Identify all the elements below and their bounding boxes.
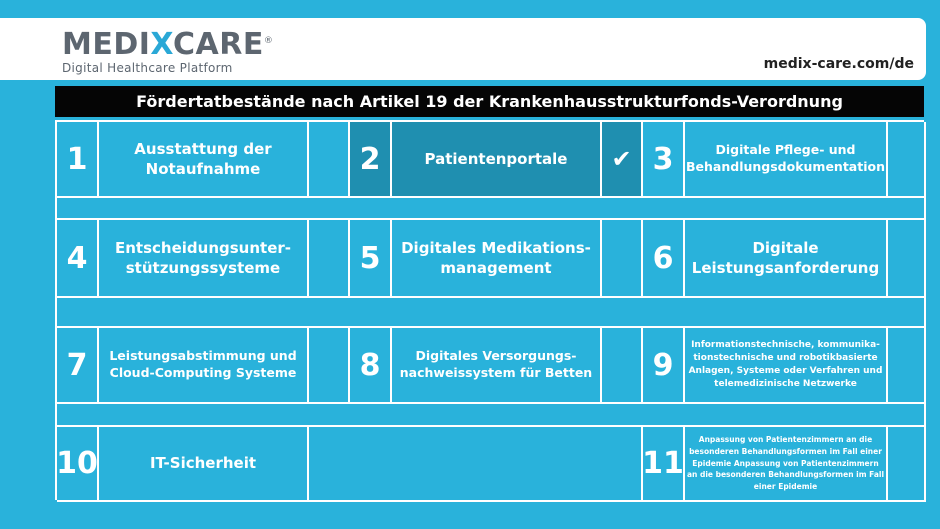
item-number: 5: [350, 220, 392, 298]
item-label: Patientenportale: [392, 122, 602, 198]
item-status-cell: [888, 328, 926, 404]
item-label: Ausstattung der Notaufnahme: [99, 122, 309, 198]
item-number: 8: [350, 328, 392, 404]
item-label: Digitale Pflege- und Behandlungsdokumentation: [685, 122, 888, 198]
item-number: 9: [643, 328, 685, 404]
item-number: 2: [350, 122, 392, 198]
item-number: 7: [57, 328, 99, 404]
item-label: Digitales Versorgungs- nachweissystem für Betten: [392, 328, 602, 404]
page-title: Fördertatbestände nach Artikel 19 der Krankenhausstrukturfonds-Verordnung: [55, 86, 924, 117]
row-spacer: [57, 298, 926, 328]
item-status-cell: [309, 122, 350, 198]
logo-tagline: Digital Healthcare Platform: [62, 61, 233, 75]
item-number: 4: [57, 220, 99, 298]
item-number: 10: [57, 427, 99, 502]
row-spacer: [57, 198, 926, 220]
item-status-cell: [888, 427, 926, 502]
item-label: Anpassung von Patientenzimmern an die besonderen Behandlungsformen im Fall einer Epidemie Anpassung von Patientenzimmern an die besonderen Behandlungsformen im Fall einer Epidemie: [685, 427, 888, 502]
item-status-cell: [309, 220, 350, 298]
item-status-cell: [602, 220, 643, 298]
item-label: Entscheidungsunter- stützungssysteme: [99, 220, 309, 298]
item-status-cell: [602, 328, 643, 404]
item-number: 11: [643, 427, 685, 502]
funding-grid: [55, 120, 924, 500]
item-label: Leistungsabstimmung und Cloud-Computing Systeme: [99, 328, 309, 404]
logo-wordmark: MEDIXCARE®: [62, 27, 274, 62]
logo-x-mark: X: [150, 27, 173, 62]
item-number: 1: [57, 122, 99, 198]
item-number: 3: [643, 122, 685, 198]
item-label: Digitales Medikations- management: [392, 220, 602, 298]
empty-cell: [309, 427, 643, 502]
brand-logo[interactable]: [62, 26, 273, 75]
checkmark-icon: ✔: [602, 122, 643, 198]
item-status-cell: [888, 220, 926, 298]
row-spacer: [57, 404, 926, 427]
website-url[interactable]: medix-care.com/de: [763, 56, 914, 72]
item-status-cell: [888, 122, 926, 198]
item-label: Informationstechnische, kommunika- tionstechnische und robotikbasierte Anlagen, Systeme oder Verfahren und telemedizinische Netzwerke: [685, 328, 888, 404]
item-label: Digitale Leistungsanforderung: [685, 220, 888, 298]
item-label: IT-Sicherheit: [99, 427, 309, 502]
item-status-cell: [309, 328, 350, 404]
item-number: 6: [643, 220, 685, 298]
